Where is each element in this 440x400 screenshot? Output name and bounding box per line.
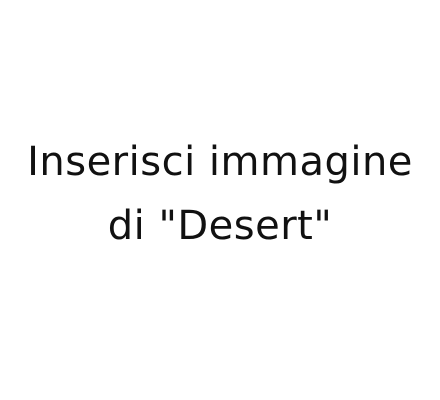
placeholder-message	[0, 130, 440, 258]
placeholder-line-2: di "Desert"	[107, 203, 333, 249]
placeholder-line-1: Inserisci immagine	[27, 139, 413, 185]
